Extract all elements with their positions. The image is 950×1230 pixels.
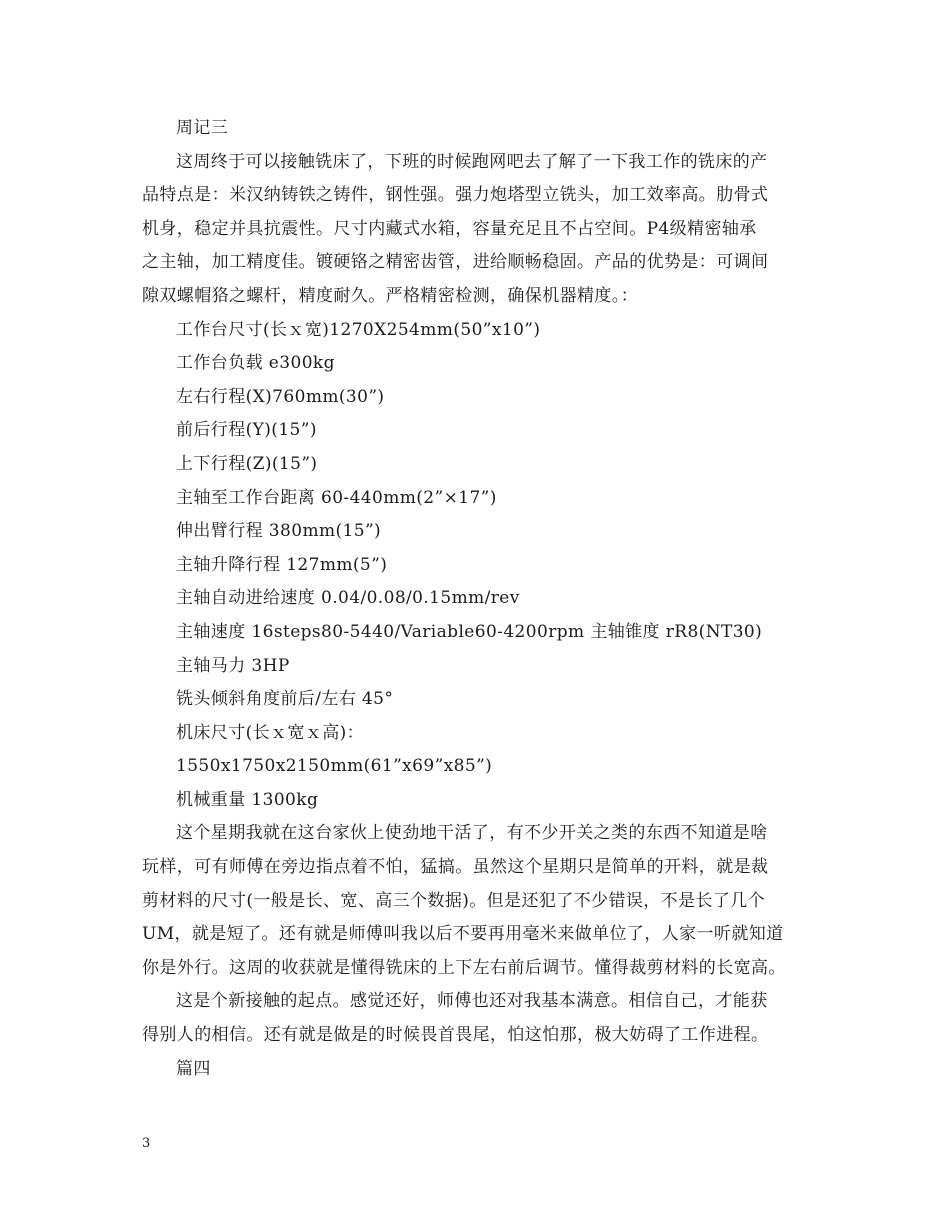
paragraph-line: 这是个新接触的起点。感觉还好，师傅也还对我基本满意。相信自己，才能获 bbox=[176, 991, 768, 1012]
reflection-paragraph bbox=[142, 985, 822, 1052]
paragraph-line: 剪材料的尺寸(一般是长、宽、高三个数据)。但是还犯了不少错误，不是长了几个 bbox=[142, 890, 766, 911]
paragraph-line: UM，就是短了。还有就是师傅叫我以后不要再用毫米来做单位了，人家一听就知道 bbox=[142, 924, 784, 945]
spec-item: 工作台负载 e300kg bbox=[176, 353, 335, 374]
spec-item: 1550x1750x2150mm(61”x69”x85”) bbox=[176, 756, 493, 777]
spec-item: 铣头倾斜角度前后/左右 45° bbox=[176, 689, 394, 710]
spec-item: 前后行程(Y)(15”) bbox=[176, 420, 317, 441]
paragraph-line: 机身，稳定并具抗震性。尺寸内藏式水箱，容量充足且不占空间。P4级精密轴承 bbox=[142, 218, 757, 239]
spec-item: 主轴至工作台距离 60-440mm(2”×17”) bbox=[176, 487, 497, 508]
document-body bbox=[142, 112, 822, 1086]
section-heading: 周记三 bbox=[176, 118, 229, 138]
paragraph-line: 品特点是：米汉纳铸铁之铸件，钢性强。强力炮塔型立铣头，加工效率高。肋骨式 bbox=[142, 185, 769, 206]
spec-list bbox=[142, 314, 822, 818]
spec-item: 机床尺寸(长ｘ宽ｘ高)： bbox=[176, 722, 365, 743]
paragraph-line: 这个星期我就在这台家伙上使劲地干活了，有不少开关之类的东西不知道是啥 bbox=[176, 823, 768, 844]
next-section-heading: 篇四 bbox=[176, 1058, 211, 1079]
experience-paragraph bbox=[142, 817, 822, 985]
spec-item: 左右行程(X)760mm(30”) bbox=[176, 386, 385, 407]
paragraph-line: 玩样，可有师傅在旁边指点着不怕，猛搞。虽然这个星期只是简单的开料，就是裁 bbox=[142, 857, 769, 878]
paragraph-line: 之主轴，加工精度佳。镀硬铬之精密齿管，进给顺畅稳固。产品的优势是：可调间 bbox=[142, 252, 769, 273]
paragraph-line: 你是外行。这周的收获就是懂得铣床的上下左右前后调节。懂得裁剪材料的长宽高。 bbox=[142, 957, 786, 978]
paragraph-line: 这周终于可以接触铣床了，下班的时候跑网吧去了解了一下我工作的铣床的产 bbox=[176, 151, 768, 172]
spec-item: 主轴速度 16steps80-5440/Variable60-4200rpm 主轴锥度 rR8(NT30) bbox=[176, 621, 763, 642]
paragraph-line: 得别人的相信。还有就是做是的时候畏首畏尾，怕这怕那，极大妨碍了工作进程。 bbox=[142, 1025, 769, 1046]
spec-item: 机械重量 1300kg bbox=[176, 789, 319, 810]
spec-item: 主轴升降行程 127mm(5”) bbox=[176, 554, 388, 575]
spec-item: 上下行程(Z)(15”) bbox=[176, 453, 318, 474]
spec-item: 主轴马力 3HP bbox=[176, 655, 290, 676]
spec-item: 主轴自动进给速度 0.04/0.08/0.15mm/rev bbox=[176, 588, 520, 609]
spec-item: 工作台尺寸(长ｘ宽)1270X254mm(50”x10”) bbox=[176, 319, 541, 340]
paragraph-line: 隙双螺帽狢之螺杆，精度耐久。严格精密检测，确保机器精度。： bbox=[142, 285, 639, 306]
page-number: 3 bbox=[142, 1136, 151, 1151]
intro-paragraph bbox=[142, 146, 822, 314]
spec-item: 伸出臂行程 380mm(15”) bbox=[176, 521, 382, 542]
